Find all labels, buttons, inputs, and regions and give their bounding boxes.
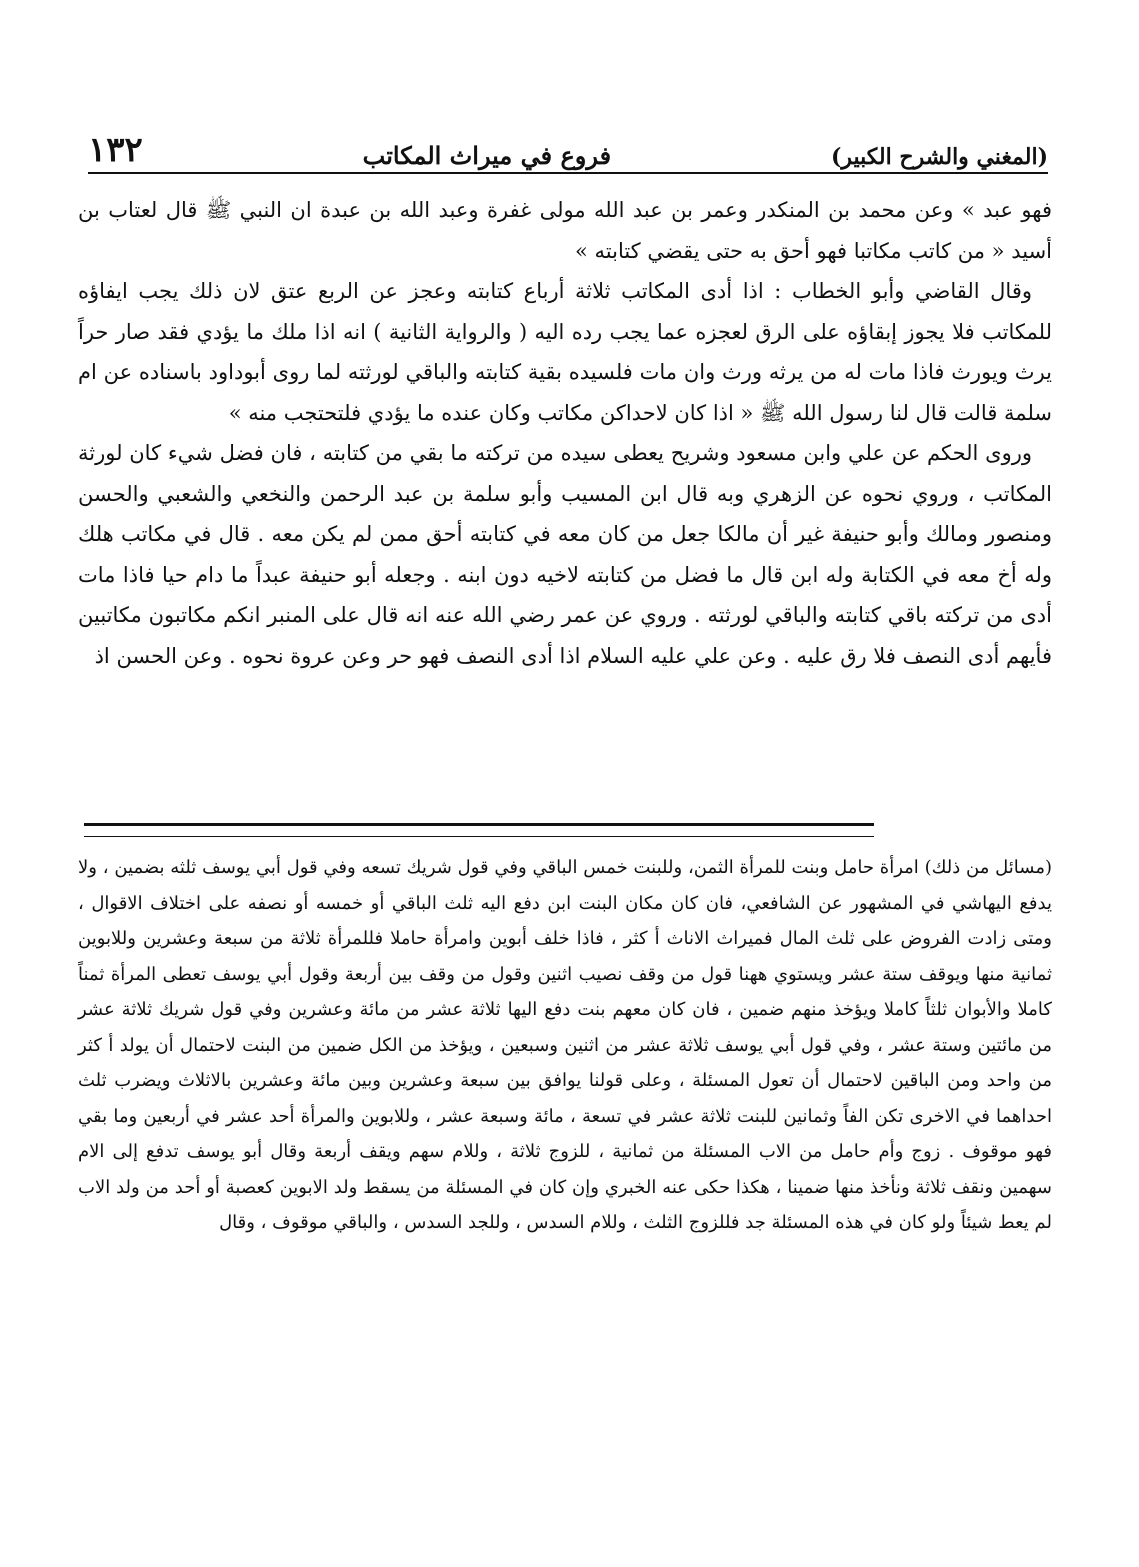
page-header [88,118,1048,170]
section-divider [84,823,874,837]
header-rule [88,172,1048,174]
commentary-text [78,850,1052,1241]
page-number: ١٣٢ [88,130,143,170]
main-paragraph-2: وقال القاضي وأبو الخطاب : اذا أدى المكاتب ثلاثة أرباع كتابته وعجز عن الربع عتق لان ذلك يجب ايفاؤه للمكاتب فلا يجوز إبقاؤه على الرق لعجزه عما يجب رده اليه ( والرواية الثانية ) انه اذا ملك ما يؤدي فقد صار حراً يرث ويورث فاذا مات له من يرثه ورث وان مات فلسيده بقية كتابته والباقي لورثته لما روى أبوداود باسناده عن ام سلمة قالت قال لنا رسول الله ﷺ « اذا كان لاحداكن مكاتب وكان عنده ما يؤدي فلتحتجب منه » [78,279,1052,425]
commentary-paragraph: (مسائل من ذلك) امرأة حامل وبنت للمرأة الثمن، وللبنت خمس الباقي وفي قول شريك تسعه وفي قول أبي يوسف ثلثه بضمين ، ولا يدفع اليهاشي في المشهور عن الشافعي، فان كان مكان البنت ابن دفع اليه ثلث الباقي أو خمسه أو نصفه على اختلاف الاقوال ، ومتى زادت الفروض على ثلث المال فميراث الاناث أ كثر ، فاذا خلف أبوين وامرأة حاملا فللمرأة ثلاثة من سبعة وعشرين وللابوين ثمانية منها ويوقف ستة عشر ويستوي ههنا قول من وقف نصيب اثنين وقول من وقف بين أربعة وقول أبي يوسف تعطى المرأة ثمناً كاملا والأبوان ثلثاً كاملا ويؤخذ منهم ضمين ، فان كان معهم بنت دفع اليها ثلاثة عشر من مائة وعشرين وفي قول شريك ثلاثة عشر من مائتين وستة عشر ، وفي قول أبي يوسف ثلاثة عشر من اثنين وسبعين ، ويؤخذ من الكل ضمين من البنت لاحتمال أن يولد أ كثر من واحد ومن الباقين لاحتمال أن تعول المسئلة ، وعلى قولنا يوافق بين سبعة وعشرين وبين مائة وعشرين بالاثلاث ويضرب ثلث احداهما في الاخرى تكن الفاً وثمانين للبنت ثلاثة عشر في تسعة ، مائة وسبعة عشر ، وللابوين والمرأة أحد عشر في أربعين وما بقي فهو موقوف . زوج وأم حامل من الاب المسئلة من ثمانية ، للزوج ثلاثة ، وللام سهم ويقف أربعة وقال أبو يوسف تدفع إلى الام سهمين ونقف ثلاثة ونأخذ منها ضمينا ، هكذا حكى عنه الخبري وإن كان في المسئلة من يسقط ولد الابوين كعصبة أو أحد من ولد الاب لم يعط شيئاً ولو كان في هذه المسئلة جد فللزوج الثلث ، وللام السدس ، وللجد السدس ، والباقي موقوف ، وقال [78,857,1052,1233]
book-title: (المغني والشرح الكبير) [830,144,1048,170]
main-paragraph-3: وروى الحكم عن علي وابن مسعود وشريح يعطى سيده من تركته ما بقي من كتابته ، فان فضل شيء كان لورثة المكاتب ، وروي نحوه عن الزهري وبه قال ابن المسيب وأبو سلمة بن عبد الرحمن والنخعي والشعبي والحسن ومنصور ومالك وأبو حنيفة غير أن مالكا جعل من كان معه في كتابته أحق ممن لم يكن معه . قال في مكاتب هلك وله أخ معه في الكتابة وله ابن قال ما فضل من كتابته لاخيه دون ابنه . وجعله أبو حنيفة عبداً ما دام حيا فاذا مات أدى من تركته باقي كتابته والباقي لورثته . وروي عن عمر رضي الله عنه انه قال على المنبر انكم مكاتبون مكاتبين فأيهم أدى النصف فلا رق عليه . وعن علي عليه السلام اذا أدى النصف فهو حر وعن عروة نحوه . وعن الحسن اذ [78,441,1052,668]
main-text [78,190,1052,676]
main-paragraph-1: فهو عبد » وعن محمد بن المنكدر وعمر بن عبد الله مولى غفرة وعبد الله بن عبدة ان النبي ﷺ قال لعتاب بن أسيد « من كاتب مكاتبا فهو أحق به حتى يقضي كتابته » [78,198,1052,263]
running-title: فروع في ميراث المكاتب [362,141,612,170]
